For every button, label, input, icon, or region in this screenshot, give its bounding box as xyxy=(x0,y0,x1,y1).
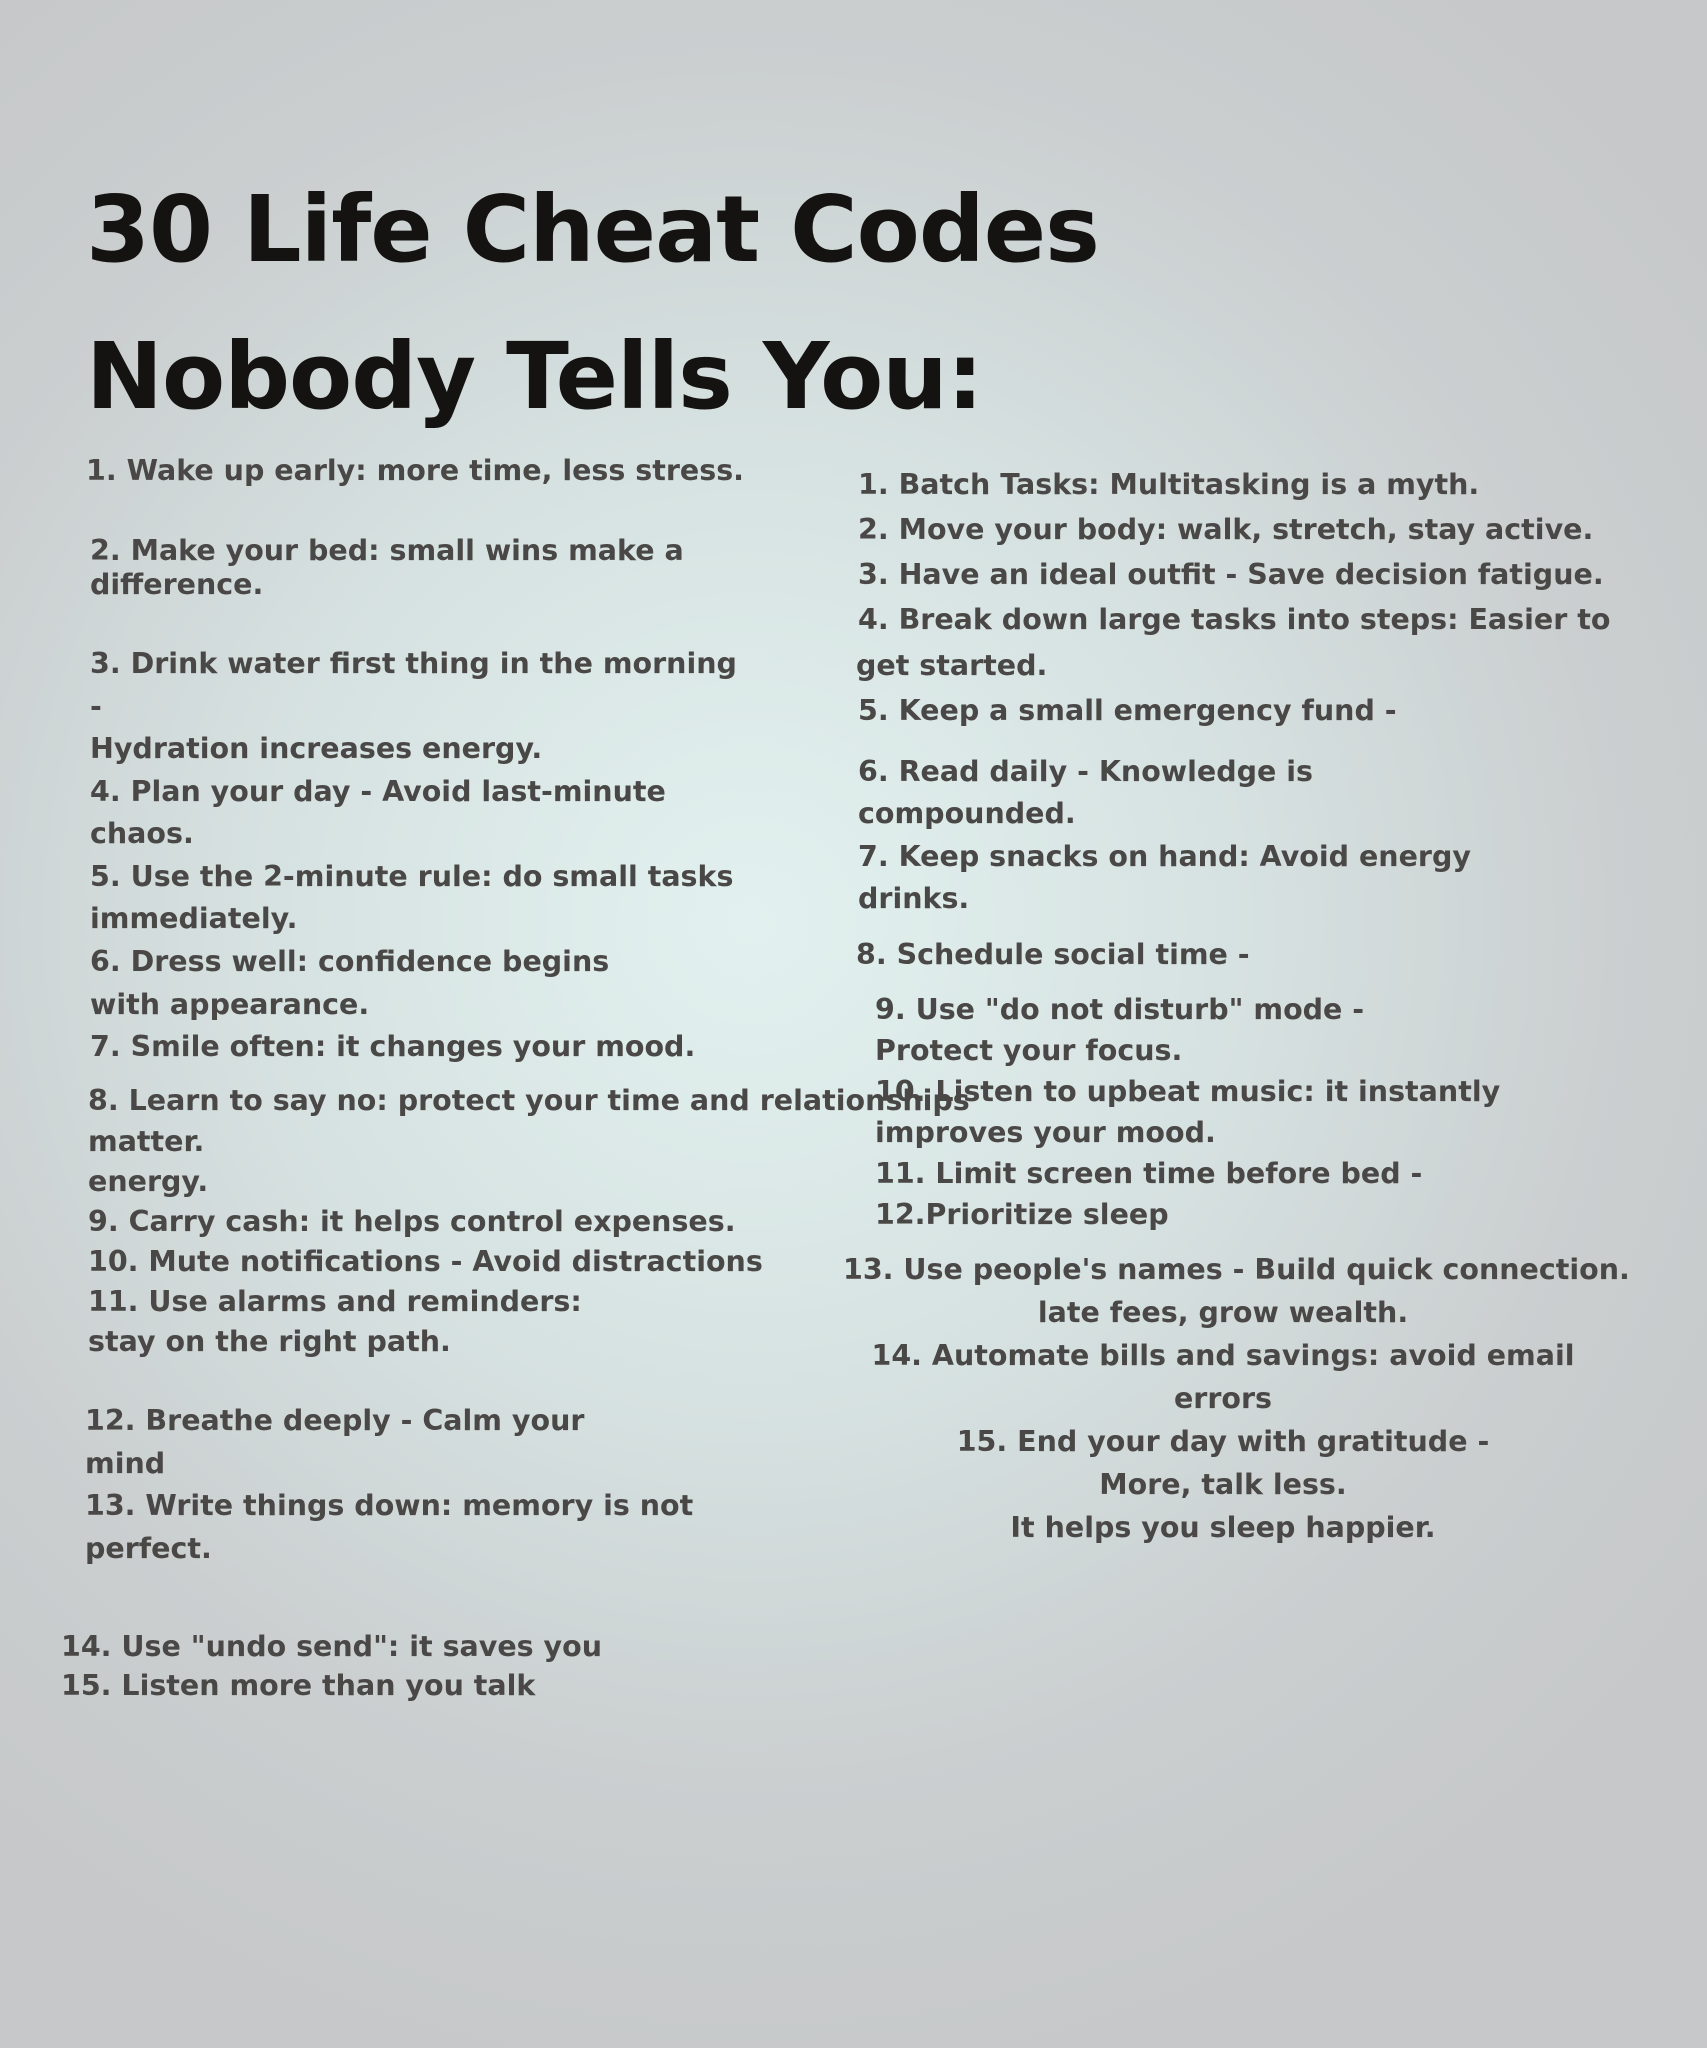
right-line-16: 11. Limit screen time before bed - xyxy=(875,1157,1423,1190)
left-line-22: mind xyxy=(85,1447,166,1480)
left-line-24: perfect. xyxy=(85,1532,212,1565)
right-line-17: 12.Prioritize sleep xyxy=(875,1198,1169,1231)
left-line-26: 15. Listen more than you talk xyxy=(61,1669,536,1702)
right-line-15: improves your mood. xyxy=(875,1116,1216,1149)
right-line-22: 15. End your day with gratitude - xyxy=(956,1425,1490,1458)
right-line-7: 6. Read daily - Knowledge is xyxy=(858,755,1313,788)
right-line-18: 13. Use people's names - Build quick connection. xyxy=(843,1253,1630,1286)
right-line-13: Protect your focus. xyxy=(875,1034,1183,1067)
title-line-1: 30 Life Cheat Codes xyxy=(86,176,1099,283)
right-line-23: More, talk less. xyxy=(1099,1468,1347,1501)
right-line-8: compounded. xyxy=(858,797,1076,830)
right-line-14: 10. Listen to upbeat music: it instantly xyxy=(875,1075,1501,1108)
right-line-9: 7. Keep snacks on hand: Avoid energy xyxy=(858,840,1471,873)
right-line-24: It helps you sleep happier. xyxy=(1010,1511,1436,1544)
left-line-7: 4. Plan your day - Avoid last-minute xyxy=(90,775,666,808)
right-line-11: 8. Schedule social time - xyxy=(856,938,1250,971)
right-line-19: late fees, grow wealth. xyxy=(1037,1296,1409,1329)
left-line-16: energy. xyxy=(88,1165,209,1198)
left-line-15: matter. xyxy=(88,1125,205,1158)
left-line-1: 1. Wake up early: more time, less stress. xyxy=(86,454,744,487)
right-line-20: 14. Automate bills and savings: avoid email xyxy=(871,1339,1575,1372)
right-line-10: drinks. xyxy=(858,882,970,915)
left-line-19: 11. Use alarms and reminders: xyxy=(88,1285,582,1318)
left-line-23: 13. Write things down: memory is not xyxy=(85,1489,694,1522)
left-line-5: - xyxy=(90,690,102,723)
left-line-8: chaos. xyxy=(90,817,194,850)
left-line-21: 12. Breathe deeply - Calm your xyxy=(85,1404,585,1437)
left-line-3: difference. xyxy=(90,568,264,601)
left-line-20: stay on the right path. xyxy=(88,1325,451,1358)
right-line-12: 9. Use "do not disturb" mode - xyxy=(875,993,1365,1026)
left-line-13: 7. Smile often: it changes your mood. xyxy=(90,1030,696,1063)
right-line-4: 4. Break down large tasks into steps: Easier to xyxy=(858,603,1611,636)
left-line-12: with appearance. xyxy=(90,988,370,1021)
left-line-2: 2. Make your bed: small wins make a xyxy=(90,534,684,567)
right-line-21: errors xyxy=(1173,1382,1273,1415)
right-line-5: get started. xyxy=(856,649,1048,682)
left-line-11: 6. Dress well: confidence begins xyxy=(90,945,610,978)
right-line-1: 1. Batch Tasks: Multitasking is a myth. xyxy=(858,468,1480,501)
left-line-4: 3. Drink water first thing in the morning xyxy=(90,647,737,680)
left-line-18: 10. Mute notifications - Avoid distractions xyxy=(88,1245,763,1278)
left-line-10: immediately. xyxy=(90,902,298,935)
left-line-6: Hydration increases energy. xyxy=(90,732,543,765)
right-line-6: 5. Keep a small emergency fund - xyxy=(858,694,1397,727)
right-line-3: 3. Have an ideal outfit - Save decision fatigue. xyxy=(858,558,1604,591)
left-line-25: 14. Use "undo send": it saves you xyxy=(61,1630,602,1663)
left-line-9: 5. Use the 2-minute rule: do small tasks xyxy=(90,860,734,893)
title-line-2: Nobody Tells You: xyxy=(86,323,983,430)
right-line-2: 2. Move your body: walk, stretch, stay active. xyxy=(858,513,1594,546)
left-line-14: 8. Learn to say no: protect your time and relationships xyxy=(88,1084,970,1117)
left-line-17: 9. Carry cash: it helps control expenses. xyxy=(88,1205,736,1238)
